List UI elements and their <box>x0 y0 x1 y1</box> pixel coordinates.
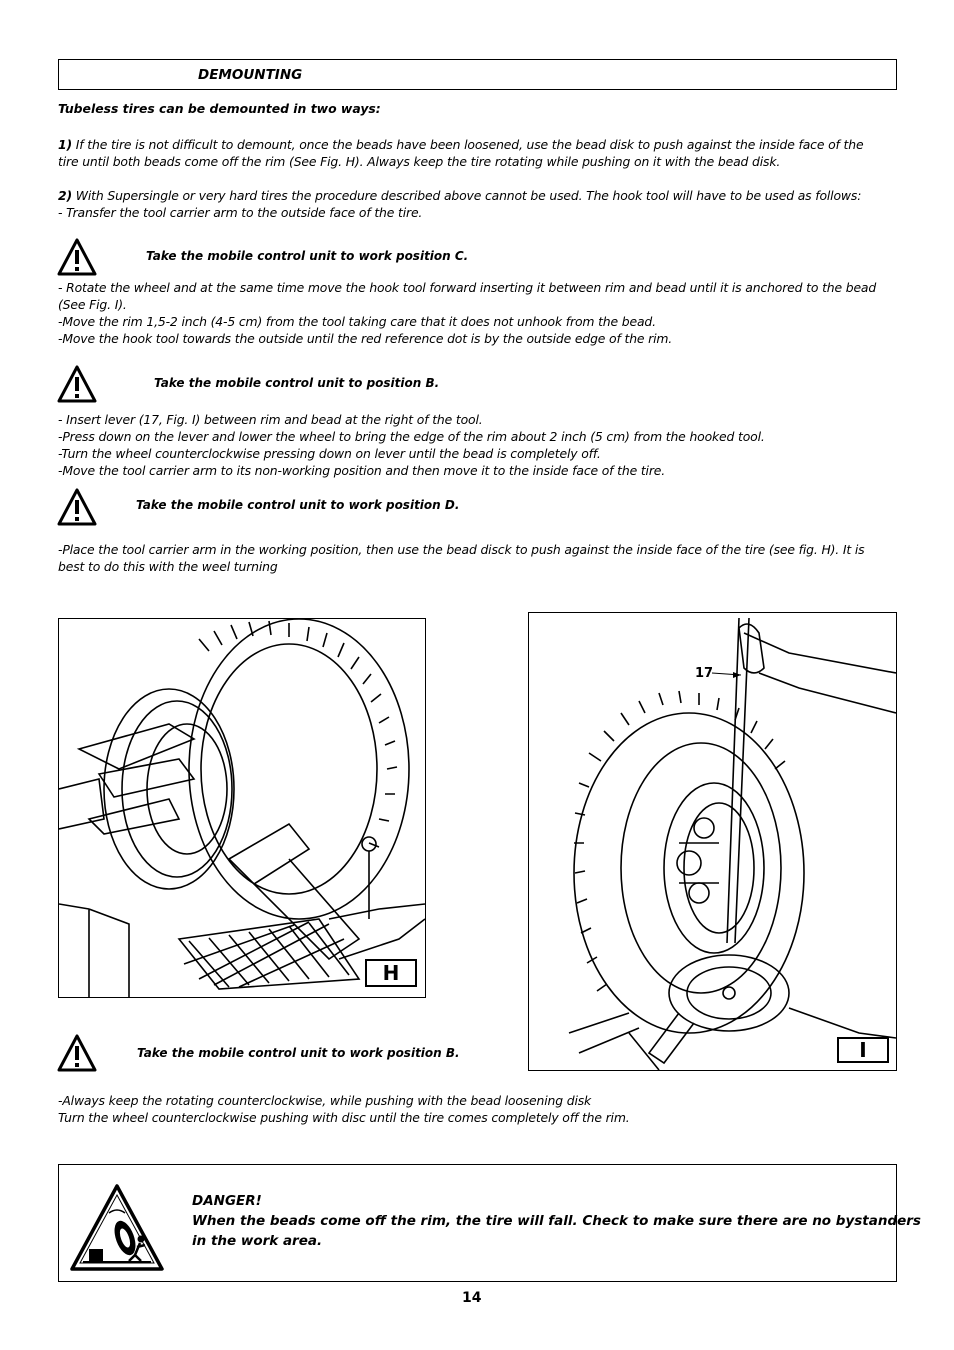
warning-triangle-icon <box>57 488 97 526</box>
step-line: -Move the rim 1,5-2 inch (4-5 cm) from the tool taking care that it does not unhook from the bead. <box>58 314 656 329</box>
warning-triangle-icon <box>57 1034 97 1072</box>
method-2-line: With Supersingle or very hard tires the procedure described above cannot be used. The hook tool will have to be used as follows: <box>75 188 862 203</box>
step-line: -Move the tool carrier arm to its non-working position and then move it to the inside face of the tire. <box>58 463 666 478</box>
figure-h <box>58 618 426 998</box>
danger-line: in the work area. <box>192 1233 323 1249</box>
step-line: Turn the wheel counterclockwise pushing with disc until the tire comes completely off the rim. <box>58 1110 630 1125</box>
steps-position-b <box>58 411 765 479</box>
intro-text: Tubeless tires can be demounted in two ways: <box>58 101 381 116</box>
step-line: best to do this with the weel turning <box>58 559 278 574</box>
warning-triangle-icon <box>57 365 97 403</box>
figure-i-illustration <box>529 613 896 1070</box>
warning-position-c: Take the mobile control unit to work position C. <box>146 249 469 263</box>
section-header <box>58 59 897 90</box>
step-line: -Turn the wheel counterclockwise pressing down on lever until the bead is completely off. <box>58 446 601 461</box>
danger-title: DANGER! <box>192 1193 262 1209</box>
step-line: -Place the tool carrier arm in the working position, then use the bead disck to push against the inside face of the tire (see fig. H). It is <box>58 542 865 557</box>
steps-position-d <box>58 541 864 575</box>
section-title: DEMOUNTING <box>198 67 303 83</box>
method-2 <box>58 187 861 221</box>
warning-triangle-icon <box>57 238 97 276</box>
page-number: 14 <box>462 1290 482 1306</box>
method-1 <box>58 136 863 170</box>
method-2-line: - Transfer the tool carrier arm to the outside face of the tire. <box>58 205 423 220</box>
step-line: -Move the hook tool towards the outside until the red reference dot is by the outside edge of the rim. <box>58 331 673 346</box>
step-line: -Press down on the lever and lower the wheel to bring the edge of the rim about 2 inch (5 cm) from the hooked tool. <box>58 429 765 444</box>
figure-i <box>528 612 897 1071</box>
steps-position-c <box>58 279 876 347</box>
warning-position-b: Take the mobile control unit to position B. <box>154 376 440 390</box>
step-line: -Always keep the rotating counterclockwise, while pushing with the bead loosening disk <box>58 1093 592 1108</box>
warning-work-position-b: Take the mobile control unit to work position B. <box>137 1046 460 1060</box>
method-1-line: tire until both beads come off the rim (See Fig. H). Always keep the tire rotating while pushing on it with the bead disk. <box>58 154 781 169</box>
step-line: - Insert lever (17, Fig. I) between rim and bead at the right of the tool. <box>58 412 483 427</box>
method-1-number: 1) <box>58 137 72 152</box>
falling-tire-hazard-icon <box>69 1183 165 1273</box>
danger-line: When the beads come off the rim, the tire will fall. Check to make sure there are no bystanders <box>192 1213 921 1229</box>
method-2-number: 2) <box>58 188 72 203</box>
step-line: - Rotate the wheel and at the same time move the hook tool forward inserting it between rim and bead until it is anchored to the bead <box>58 280 877 295</box>
warning-position-d: Take the mobile control unit to work position D. <box>136 498 460 512</box>
figure-h-label: H <box>365 959 417 987</box>
figure-i-label: I <box>837 1037 889 1063</box>
danger-text <box>192 1191 921 1251</box>
step-line: (See Fig. I). <box>58 297 127 312</box>
danger-box <box>58 1164 921 1282</box>
method-1-line: If the tire is not difficult to demount, once the beads have been loosened, use the bead disk to push against the inside face of the <box>75 137 864 152</box>
callout-17: 17 <box>695 666 714 681</box>
figure-h-illustration <box>59 619 425 997</box>
steps-final <box>58 1092 630 1126</box>
